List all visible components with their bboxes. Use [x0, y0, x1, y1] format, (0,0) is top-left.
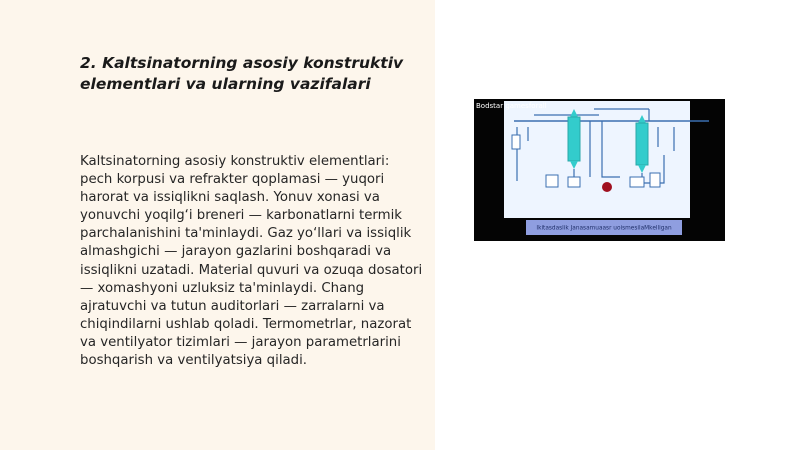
slide-title: 2. Kaltsinatorning asosiy konstruktiv elementlari va ularning vazifalari	[80, 54, 404, 93]
video-player[interactable]	[474, 99, 725, 241]
slide-body-text: Kaltsinatorning asosiy konstruktiv elementlari: pech korpusi va refrakter qoplamasi — yuqori harorat va issiqlikni saqlash. Yonuv xonasi va yonuvchi yoqilg‘i breneri — karbonatlarni termik parchalanishini ta'minlaydi. Gaz yo‘llari va issiqlik almashgichi — jarayon gazlarini boshqaradi va issiqlikni uzatadi. Material quvuri va ozuqa dosatori — xomashyoni uzluksiz ta'minlaydi. Chang ajratuvchi va tutun auditorlari — zarralarni va chiqindilarni ushlab qoladi. Termometrlar, nazorat va ventilyator tizimlari — jarayon parametrlarini boshqarish va ventilyatsiya qiladi.	[80, 154, 423, 369]
diagram-canvas	[504, 101, 690, 218]
right-absorption-column	[636, 123, 648, 165]
bottom-vessel-3	[630, 177, 644, 187]
bottom-vessel-4	[650, 173, 660, 187]
left-vessel	[512, 135, 520, 149]
process-flow-diagram	[474, 99, 725, 241]
pump-icon	[602, 182, 612, 192]
banner-text: Ikitasdaslik Janasamuaasr uoismesilaMkelligan	[536, 225, 672, 232]
left-absorption-column	[568, 117, 580, 161]
bottom-vessel-1	[546, 175, 558, 187]
bottom-vessel-2	[568, 177, 580, 187]
video-caption: Bodstar gamesforall	[476, 102, 547, 110]
